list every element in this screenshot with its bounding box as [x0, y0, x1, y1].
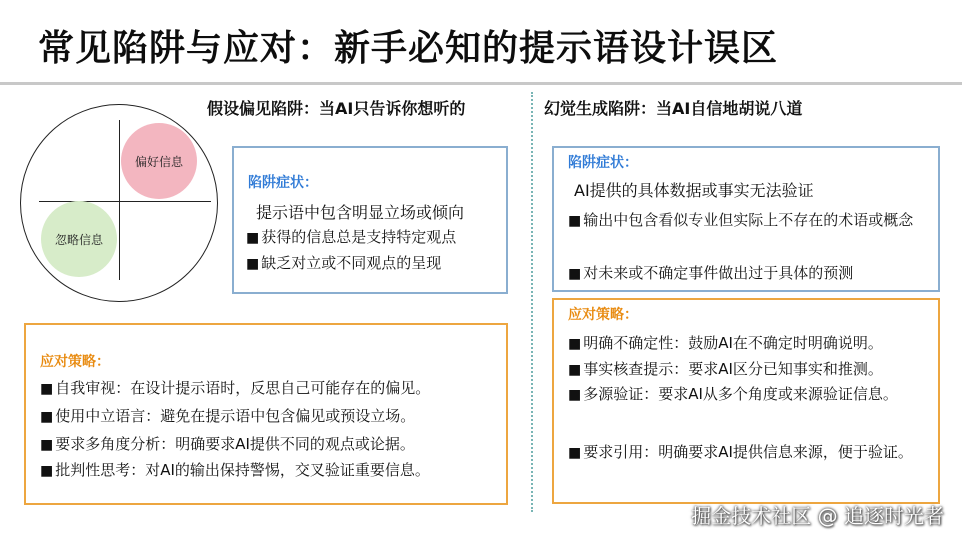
preferred-info-label: 偏好信息: [134, 154, 183, 169]
left-strategies-title: 应对策略：: [40, 354, 110, 370]
right-strategies-title: 应对策略：: [568, 307, 638, 323]
left-strategy-item: ■ 使用中立语言：避免在提示语中包含偏见或预设立场。: [40, 407, 416, 425]
left-symptom-item: ■ 缺乏对立或不同观点的呈现: [246, 254, 442, 272]
left-symptom-item: ■ 获得的信息总是支持特定观点: [246, 228, 457, 246]
right-symptom-item: ■ 输出中包含看似专业但实际上不存在的术语或概念: [568, 211, 914, 229]
left-column-heading: 假设偏见陷阱：当AI只告诉你想听的: [207, 99, 466, 118]
right-strategy-item: ■ 明确不确定性：鼓励AI在不确定时明确说明。: [568, 334, 883, 352]
right-strategy-item: ■ 事实核查提示：要求AI区分已知事实和推测。: [568, 360, 883, 378]
right-strategy-item: ■ 多源验证：要求AI从多个角度或来源验证信息。: [568, 385, 898, 403]
column-divider: [531, 92, 533, 512]
left-strategy-item: ■ 要求多角度分析：明确要求AI提供不同的观点或论据。: [40, 435, 415, 453]
right-symptom-item: AI提供的具体数据或事实无法验证: [574, 181, 814, 200]
right-symptom-item: ■ 对未来或不确定事件做出过于具体的预测: [568, 264, 854, 282]
right-symptoms-title: 陷阱症状：: [568, 155, 638, 171]
ignored-info-label: 忽略信息: [54, 232, 103, 247]
title-underline: [0, 82, 962, 85]
left-strategy-item: ■ 自我审视：在设计提示语时，反思自己可能存在的偏见。: [40, 379, 431, 397]
right-symptoms-box: [552, 146, 940, 292]
diagram-vertical-axis: [119, 120, 120, 280]
left-symptoms-box: [232, 146, 508, 294]
left-symptom-item: 提示语中包含明显立场或倾向: [256, 203, 465, 222]
preferred-info-bubble: [121, 123, 197, 199]
watermark: 掘金技术社区 @ 追逐时光者: [691, 504, 944, 528]
page-title: 常见陷阱与应对：新手必知的提示语设计误区: [38, 28, 779, 69]
left-strategy-item: ■ 批判性思考：对AI的输出保持警惕，交叉验证重要信息。: [40, 461, 430, 479]
right-strategy-item: ■ 要求引用：明确要求AI提供信息来源，便于验证。: [568, 443, 913, 461]
right-strategies-box: [552, 298, 940, 504]
right-column-heading: 幻觉生成陷阱：当AI自信地胡说八道: [544, 99, 803, 118]
ignored-info-bubble: [41, 201, 117, 277]
bias-diagram: [20, 104, 218, 302]
left-symptoms-title: 陷阱症状：: [248, 175, 318, 191]
left-strategies-box: [24, 323, 508, 505]
diagram-horizontal-axis: [39, 201, 211, 202]
